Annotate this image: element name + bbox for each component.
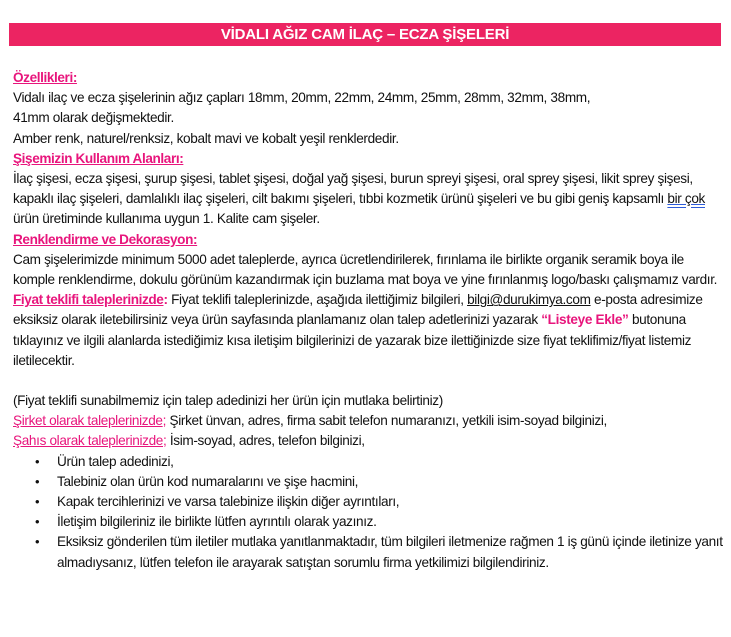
page-title-banner — [9, 23, 721, 46]
features-heading: Özellikleri: — [13, 70, 77, 85]
individual-requests — [13, 431, 723, 451]
email-link[interactable]: bilgi@durukimya.com — [467, 292, 591, 308]
list-item: • Kapak tercihlerinizi ve varsa talebinize ilişkin diğer ayrıntıları, — [13, 492, 723, 512]
quote-heading-colon: : — [163, 292, 168, 308]
list-item: • İletişim bilgileriniz ile birlikte lütfen ayrıntılı olarak yazınız. — [13, 512, 723, 532]
features-line-1: Vidalı ilaç ve ecza şişelerinin ağız çapları 18mm, 20mm, 22mm, 24mm, 25mm, 28mm, 32mm, 38mm, — [13, 90, 591, 106]
spellcheck-marked-text: bir çok — [667, 191, 705, 207]
requirements-list — [13, 452, 723, 573]
individual-requests-text: İsim-soyad, adres, telefon bilginizi, — [166, 433, 365, 449]
company-requests-label: Şirket olarak taleplerinizde — [13, 413, 163, 429]
usage-text: İlaç şişesi, ecza şişesi, şurup şişesi, tablet şişesi, doğal yağ şişesi, burun spreyi şişesi, oral sprey şişesi, likit sprey şişesi, kapaklı ilaç şişeleri, damlalıklı ilaç şişeleri, cilt bakımı şişeleri, tıbbi kozmetik ürünü şişeleri ve bu gibi geniş kapsamlı — [13, 171, 693, 207]
quote-text-3: butonuna tıklayınız ve ilgili alanlarda istediğimiz kısa iletişim bilgilerinizi de yazarak bize ilettiğinizde size fiyat teklifimiz/fiyat listemiz iletilecektir. — [13, 312, 692, 368]
quote-text-1: Fiyat teklifi taleplerinizde, aşağıda ilettiğimiz bilgileri, — [167, 292, 468, 308]
page-title: VİDALI AĞIZ CAM İLAÇ – ECZA ŞİŞELERİ — [220, 26, 510, 43]
document-body — [13, 68, 723, 573]
individual-semicolon: ; — [163, 433, 167, 449]
company-requests — [13, 411, 723, 431]
quote-heading: Fiyat teklifi taleplerinizde — [13, 292, 164, 308]
features-line-2: 41mm olarak değişmektedir. — [13, 110, 174, 126]
quote-text-2: e-posta adresimize eksiksiz olarak iletebilirsiniz veya ürün sayfasında planlamanız olan talep adetlerinizi yazarak — [13, 292, 703, 328]
list-item: • Eksiksiz gönderilen tüm iletiler mutlaka yanıtlanmaktadır, tüm bilgileri iletmenize rağmen 1 iş günü içinde iletinize yanıt almadıysanız, lütfen telefon ile arayarak satıştan sorumlu firma yetkilimizi bilgilendiriniz. — [13, 532, 723, 572]
decoration-heading: Renklendirme ve Dekorasyon: — [13, 231, 198, 247]
company-requests-text: Şirket ünvan, adres, firma sabit telefon numaranızı, yetkili isim-soyad bilginizi, — [166, 413, 607, 429]
usage-paragraph — [13, 169, 723, 230]
quote-paragraph — [13, 290, 723, 371]
list-item: • Talebiniz olan ürün kod numaralarını ve şişe hacmini, — [13, 472, 723, 492]
usage-text-end: ürün üretiminde kullanıma uygun 1. Kalite cam şişeler. — [13, 211, 320, 227]
features-line-3: Amber renk, naturel/renksiz, kobalt mavi ve kobalt yeşil renklerdedir. — [13, 130, 399, 146]
company-semicolon: ; — [162, 413, 167, 429]
usage-heading: Şişemizin Kullanım Alanları: — [13, 150, 184, 166]
add-to-list-button-name: “Listeye Ekle” — [541, 312, 629, 328]
list-item: • Ürün talep adedinizi, — [13, 452, 723, 472]
individual-requests-label: Şahıs olarak taleplerinizde — [13, 433, 163, 449]
decoration-paragraph: Cam şişelerimizde minimum 5000 adet taleplerde, ayrıca ücretlendirilerek, fırınlama ile birlikte organik seramik boya ile komple renklendirme, dokulu görünüm kazandırmak için buzlama mat boya ve yine fırınlanmış logo/baskı çalışmamız vardır. — [13, 251, 718, 288]
note-text: (Fiyat teklifi sunabilmemiz için talep adedinizi her ürün için mutlaka belirtiniz) — [13, 393, 443, 409]
spacer — [13, 371, 723, 391]
